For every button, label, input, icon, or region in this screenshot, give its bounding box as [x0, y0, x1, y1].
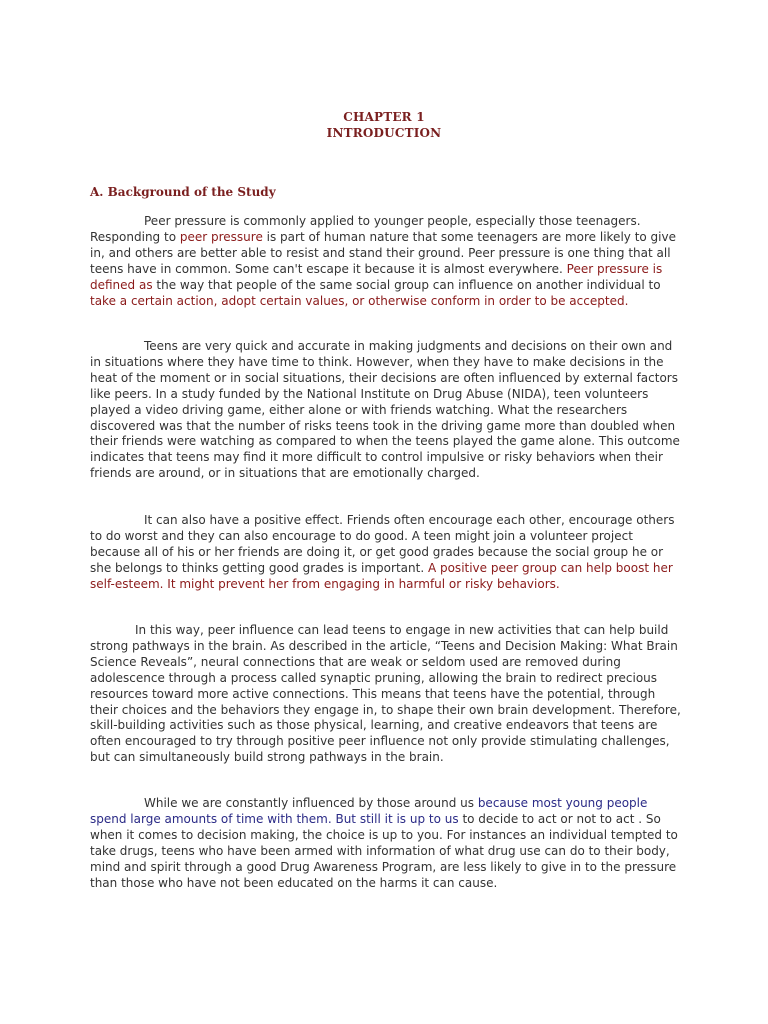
paragraph-3-segment: A positive peer group can help boost her self-esteem. It might prevent her from engaging in harmful or risky behaviors.: [90, 560, 673, 591]
paragraph-3-segment: It can also have a positive effect. Friends often encourage each other, encourage others to do worst and they can also encourage to do good. A teen might join a volunteer project because all of his or her friends are doing it, or get good grades because the social group he or she belongs to thinks getting good grades is important.: [90, 513, 675, 575]
paragraph-2: [90, 339, 684, 482]
paragraph-1-segment: peer pressure: [179, 229, 263, 244]
paragraph-1-segment: take a certain action, adopt certain values, or otherwise conform in order to be accepted.: [90, 293, 629, 308]
paragraph-1-segment: Peer pressure is commonly applied to younger people, especially those teenagers. Responding to: [90, 214, 641, 244]
chapter-title: INTRODUCTION: [326, 126, 442, 140]
section-heading: A. Background of the Study: [90, 185, 276, 199]
paragraph-2-segment: Teens are very quick and accurate in making judgments and decisions on their own and in situations where they have time to think. However, when they have to make decisions in the heat of the moment or in social situations, their decisions are often influenced by external factors like peers. In a study funded by the National Institute on Drug Abuse (NIDA), teen volunteers played a video driving game, either alone or with friends watching. What the researchers discovered was that the number of risks teens took in the driving game more than doubled when their friends were watching as compared to when the teens played the game alone. This outcome indicates that teens may find it more difficult to control impulsive or risky behaviors when their friends are around, or in situations that are emotionally charged.: [90, 339, 680, 481]
chapter-number: CHAPTER 1: [343, 110, 425, 124]
paragraph-1-segment: is part of human nature that some teenagers are more likely to give in, and others are better able to resist and stand their ground. Peer pressure is one thing that all teens have in common. Some can't escape it because it is almost everywhere.: [90, 229, 676, 276]
paragraph-4-segment: In this way, peer influence can lead teens to engage in new activities that can help build strong pathways in the brain. As described in the article, “Teens and Decision Making: What Brain Science Reveals”, neural connections that are weak or seldom used are removed during adolescence through a process called synaptic pruning, allowing the brain to redirect precious resources toward more active connections. This means that teens have the potential, through their choices and the behaviors they engage in, to shape their own brain development. Therefore, skill-building activities such as those physical, learning, and creative endeavors that teens are often encouraged to try through positive peer influence not only provide stimulating challenges, but can simultaneously build strong pathways in the brain.: [90, 623, 681, 765]
paragraph-5-segment: to decide to act or not to act . So when it comes to decision making, the choice is up to you. For instances an individual tempted to take drugs, teens who have been armed with information of what drug use can do to their body, mind and spirit through a good Drug Awareness Program, are less likely to give in to the pressure than those who have not been educated on the harms it can cause.: [90, 811, 678, 890]
paragraph-5-segment: because most young people spend large amounts of time with them. But still it is up to us: [90, 796, 648, 826]
paragraph-3: [90, 513, 684, 593]
paragraph-1-segment: the way that people of the same social group can influence on another individual to: [152, 277, 661, 292]
paragraph-5: [90, 796, 684, 891]
paragraph-5-segment: While we are constantly influenced by those around us: [144, 796, 478, 810]
paragraph-4: [90, 623, 684, 766]
paragraph-1: [90, 214, 684, 309]
paragraph-1-segment: Peer pressure is defined as: [90, 261, 663, 292]
